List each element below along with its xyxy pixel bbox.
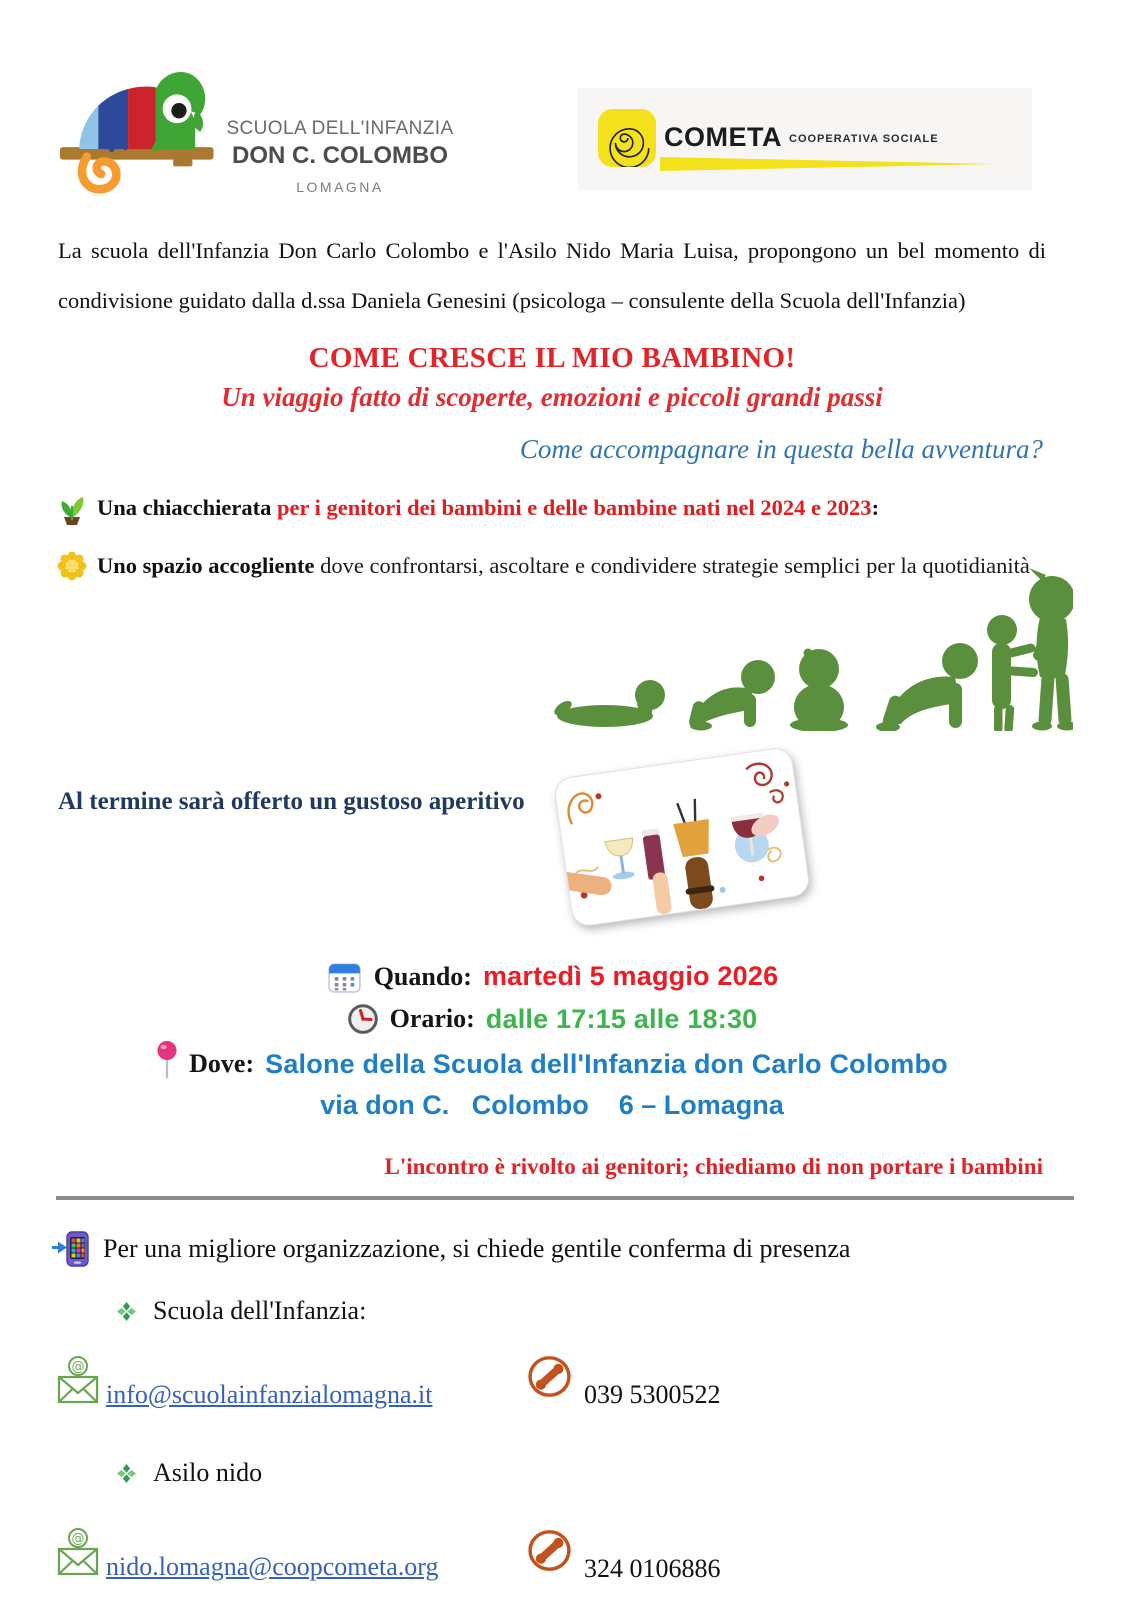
rsvp-intro-row [50,1230,850,1268]
seedling-icon [56,490,88,526]
cometa-tagline: COOPERATIVA SOCIALE [789,133,939,145]
email-link-infanzia[interactable]: info@scuolainfanzialomagna.it [106,1380,433,1409]
when-label: Quando: [373,961,472,991]
section-scuola-infanzia [116,1296,366,1326]
rsvp-intro-text: Per una migliore organizzazione, si chiede gentile conferma di presenza [103,1234,851,1263]
page-title: COME CRESCE IL MIO BAMBINO! [308,342,796,374]
school-name-line2: DON C. COLOMBO [232,142,448,169]
diamond-bullet-icon [116,1301,137,1322]
bullet1-highlight: per i genitori dei bambini e delle bambine nati nel 2024 e 2023 [276,495,872,520]
school-logo-text [226,118,454,195]
phone-number-nido: 324 0106886 [584,1554,721,1583]
bullet-chiacchierata [56,490,879,526]
when-value: martedì 5 maggio 2026 [482,961,779,991]
time-label: Orario: [389,1004,475,1033]
section-label: Scuola dell'Infanzia: [153,1296,367,1325]
intro-paragraph: La scuola dell'Infanzia Don Carlo Colombo e l'Asilo Nido Maria Luisa, propongono un bel momento di condivisione guidato dalla d.ssa Daniela Genesini (psicologa – consulente della Scuola dell'Infanzia) [58,238,1046,313]
cometa-logo [578,88,1032,190]
school-name-line3: LOMAGNA [296,179,384,195]
aperitivo-image [553,746,812,928]
where-label: Dove: [189,1049,255,1078]
cheers-hands-illustration [554,747,810,927]
school-chameleon-logo-icon [58,52,226,202]
bullet2-rest: dove confrontarsi, ascoltare e condividere strategie semplici per la quotidianità [314,553,1030,578]
when-line [58,958,1046,995]
bullet1-colon: : [871,495,880,520]
bullet-chiacchierata-text [97,495,879,521]
svg-text:@: @ [71,1531,85,1547]
calendar-icon [326,958,363,995]
where-address: via don C. Colombo 6 – Lomagna [320,1090,784,1120]
cometa-tail-icon [660,156,996,172]
where-line [58,1046,1046,1082]
email-link-nido[interactable]: nido.lomagna@coopcometa.org [106,1552,439,1581]
cometa-spiral-icon [598,109,656,167]
cometa-name-text: COMETA [664,122,782,152]
clock-icon [347,1003,379,1035]
where-value: Salone della Scuola dell'Infanzia don Carlo Colombo [265,1048,948,1079]
time-line [58,1003,1046,1035]
question-line: Come accompagnare in questa bella avventura? [519,434,1043,464]
phone-icon [526,1528,573,1573]
phone-number-infanzia: 039 5300522 [584,1380,721,1409]
time-value: dalle 17:15 alle 18:30 [485,1003,758,1034]
blossom-icon [56,550,88,582]
bullet2-lead: Uno spazio accogliente [97,553,315,578]
mobile-phone-icon [50,1230,90,1268]
bullet1-lead: Una chiacchierata [97,495,277,520]
aperitivo-line: Al termine sarà offerto un gustoso aperitivo [58,788,525,815]
cometa-name [664,122,939,153]
divider [56,1196,1074,1200]
pin-icon [156,1040,178,1082]
page-subtitle: Un viaggio fatto di scoperte, emozioni e piccoli grandi passi [221,382,883,412]
svg-text:@: @ [71,1359,85,1375]
email-icon [55,1528,101,1578]
baby-growth-stages-illustration [553,556,1073,731]
school-name-line1: SCUOLA DELL'INFANZIA [226,118,454,139]
section-label: Asilo nido [153,1458,263,1487]
notice-line: L'incontro è rivolto ai genitori; chiediamo di non portare i bambini [384,1154,1043,1179]
section-asilo-nido [116,1458,262,1488]
diamond-bullet-icon [116,1463,137,1484]
phone-icon [526,1354,573,1399]
email-icon [55,1356,101,1406]
